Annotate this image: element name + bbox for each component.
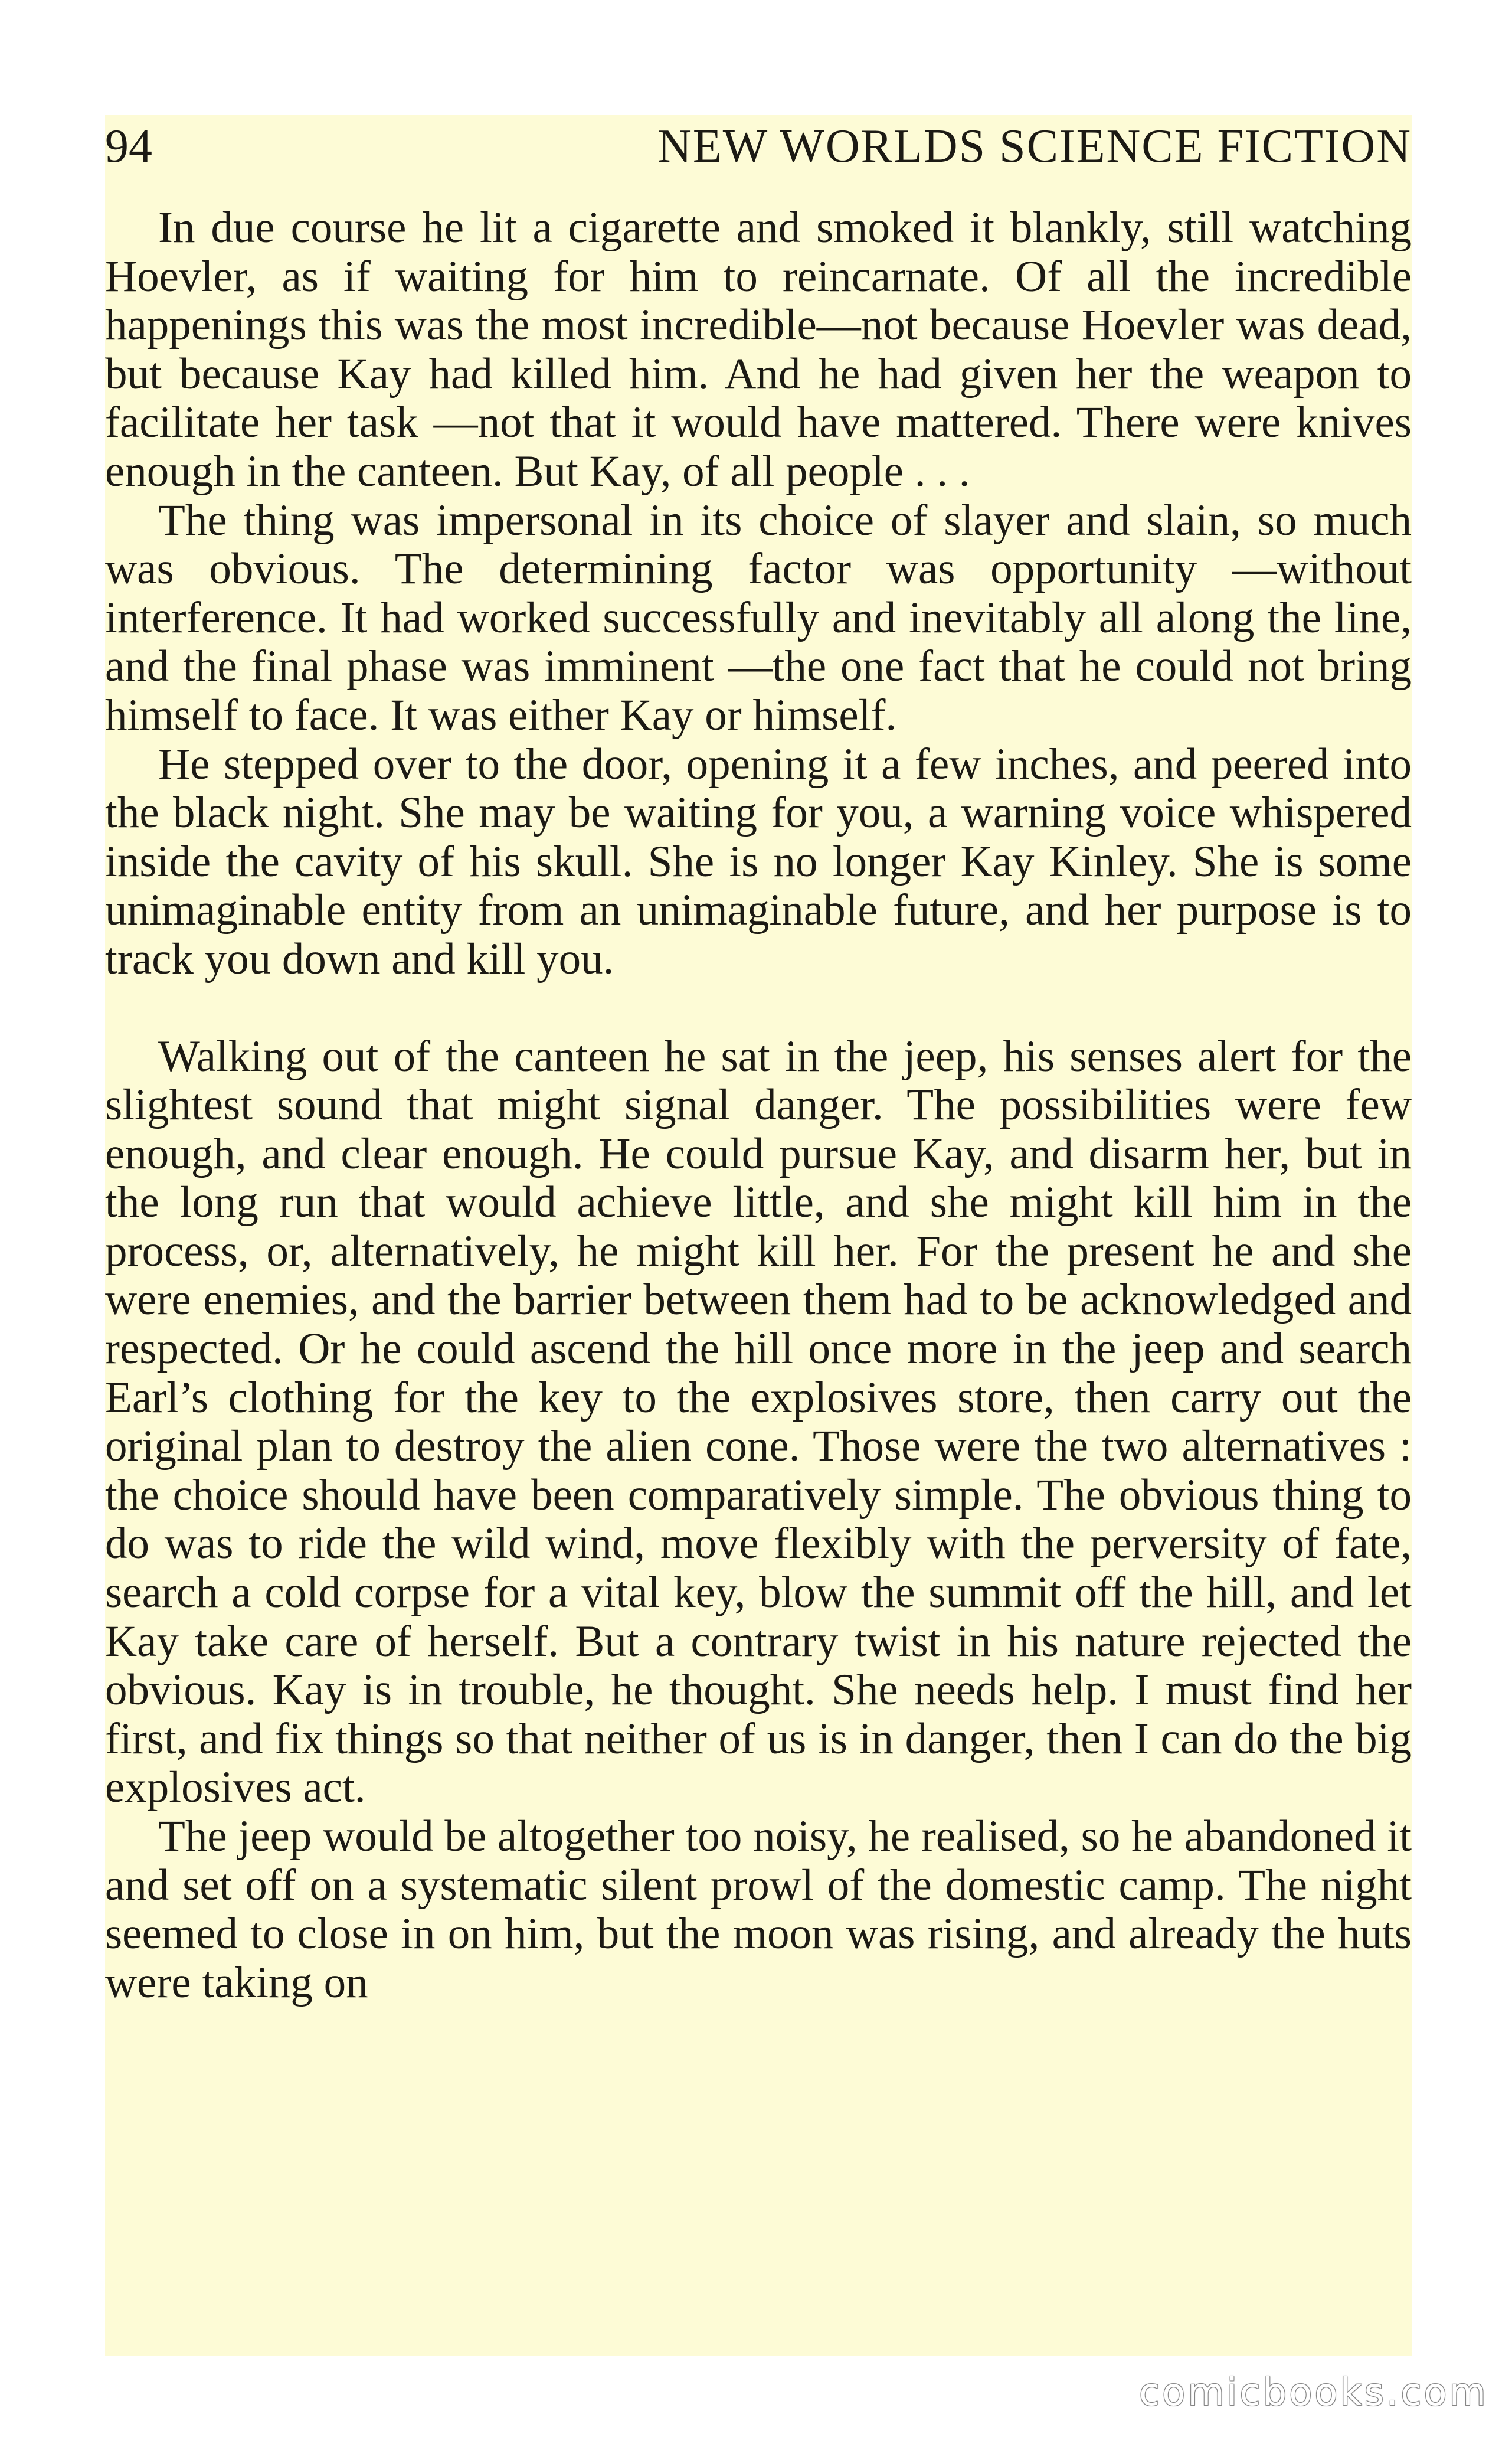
paragraph-5: The jeep would be altogether too noisy, he realised, so he abandoned it and set off on a systematic silent prowl of the domestic camp. The night seemed to close in on him, but the moon was rising, and already the huts were taking on xyxy=(105,1812,1412,2007)
paragraph-3: He stepped over to the door, opening it a few inches, and peered into the black night. She may be waiting for you, a warning voice whispered inside the cavity of his skull. She is no longer Kay Kinley. She is some unimaginable entity from an unimaginable future, and her purpose is to track you down and kill you. xyxy=(105,739,1412,984)
paragraph-2: The thing was impersonal in its choice of slayer and slain, so much was obvious. The determining factor was opportunity —without interference. It had worked successfully and inevitably all along the line, and the final phase was imminent —the one fact that he could not bring himself to face. It was either Kay or himself. xyxy=(105,495,1412,740)
paragraph-4: Walking out of the canteen he sat in the jeep, his senses alert for the slightest sound that might signal danger. The possibilities were few enough, and clear enough. He could pursue Kay, and disarm her, but in the long run that would achieve little, and she might kill him in the process, or, alternatively, he might kill her. For the present he and she were enemies, and the barrier between them had to be acknowledged and respected. Or he could ascend the hill once more in the jeep and search Earl’s clothing for the key to the explosives store, then carry out the original plan to destroy the alien cone. Those were the two alternatives : the choice should have been comparatively simple. The obvious thing to do was to ride the wild wind, move flexibly with the perversity of fate, search a cold corpse for a vital key, blow the summit off the hill, and let Kay take care of herself. But a contrary twist in his nature rejected the obvious. Kay is in trouble, he thought. She needs help. I must find her first, and fix things so that neither of us is in danger, then I can do the big explosives act. xyxy=(105,1031,1412,1812)
paragraph-1: In due course he lit a cigarette and smoked it blankly, still watching Hoevler, as if waiting for him to reincarnate. Of all the incredible happenings this was the most incredible—not because Hoevler was dead, but because Kay had killed him. And he had given her the weapon to facilitate her task —not that it would have mattered. There were knives enough in the canteen. But Kay, of all people . . . xyxy=(105,203,1412,496)
magazine-title: NEW WORLDS SCIENCE FICTION xyxy=(657,120,1412,172)
book-page xyxy=(105,115,1412,2356)
story-text xyxy=(105,204,1412,2007)
page-number: 94 xyxy=(105,120,152,172)
running-head xyxy=(105,120,1412,173)
watermark-logo: comicbooks.com xyxy=(1138,2371,1488,2415)
